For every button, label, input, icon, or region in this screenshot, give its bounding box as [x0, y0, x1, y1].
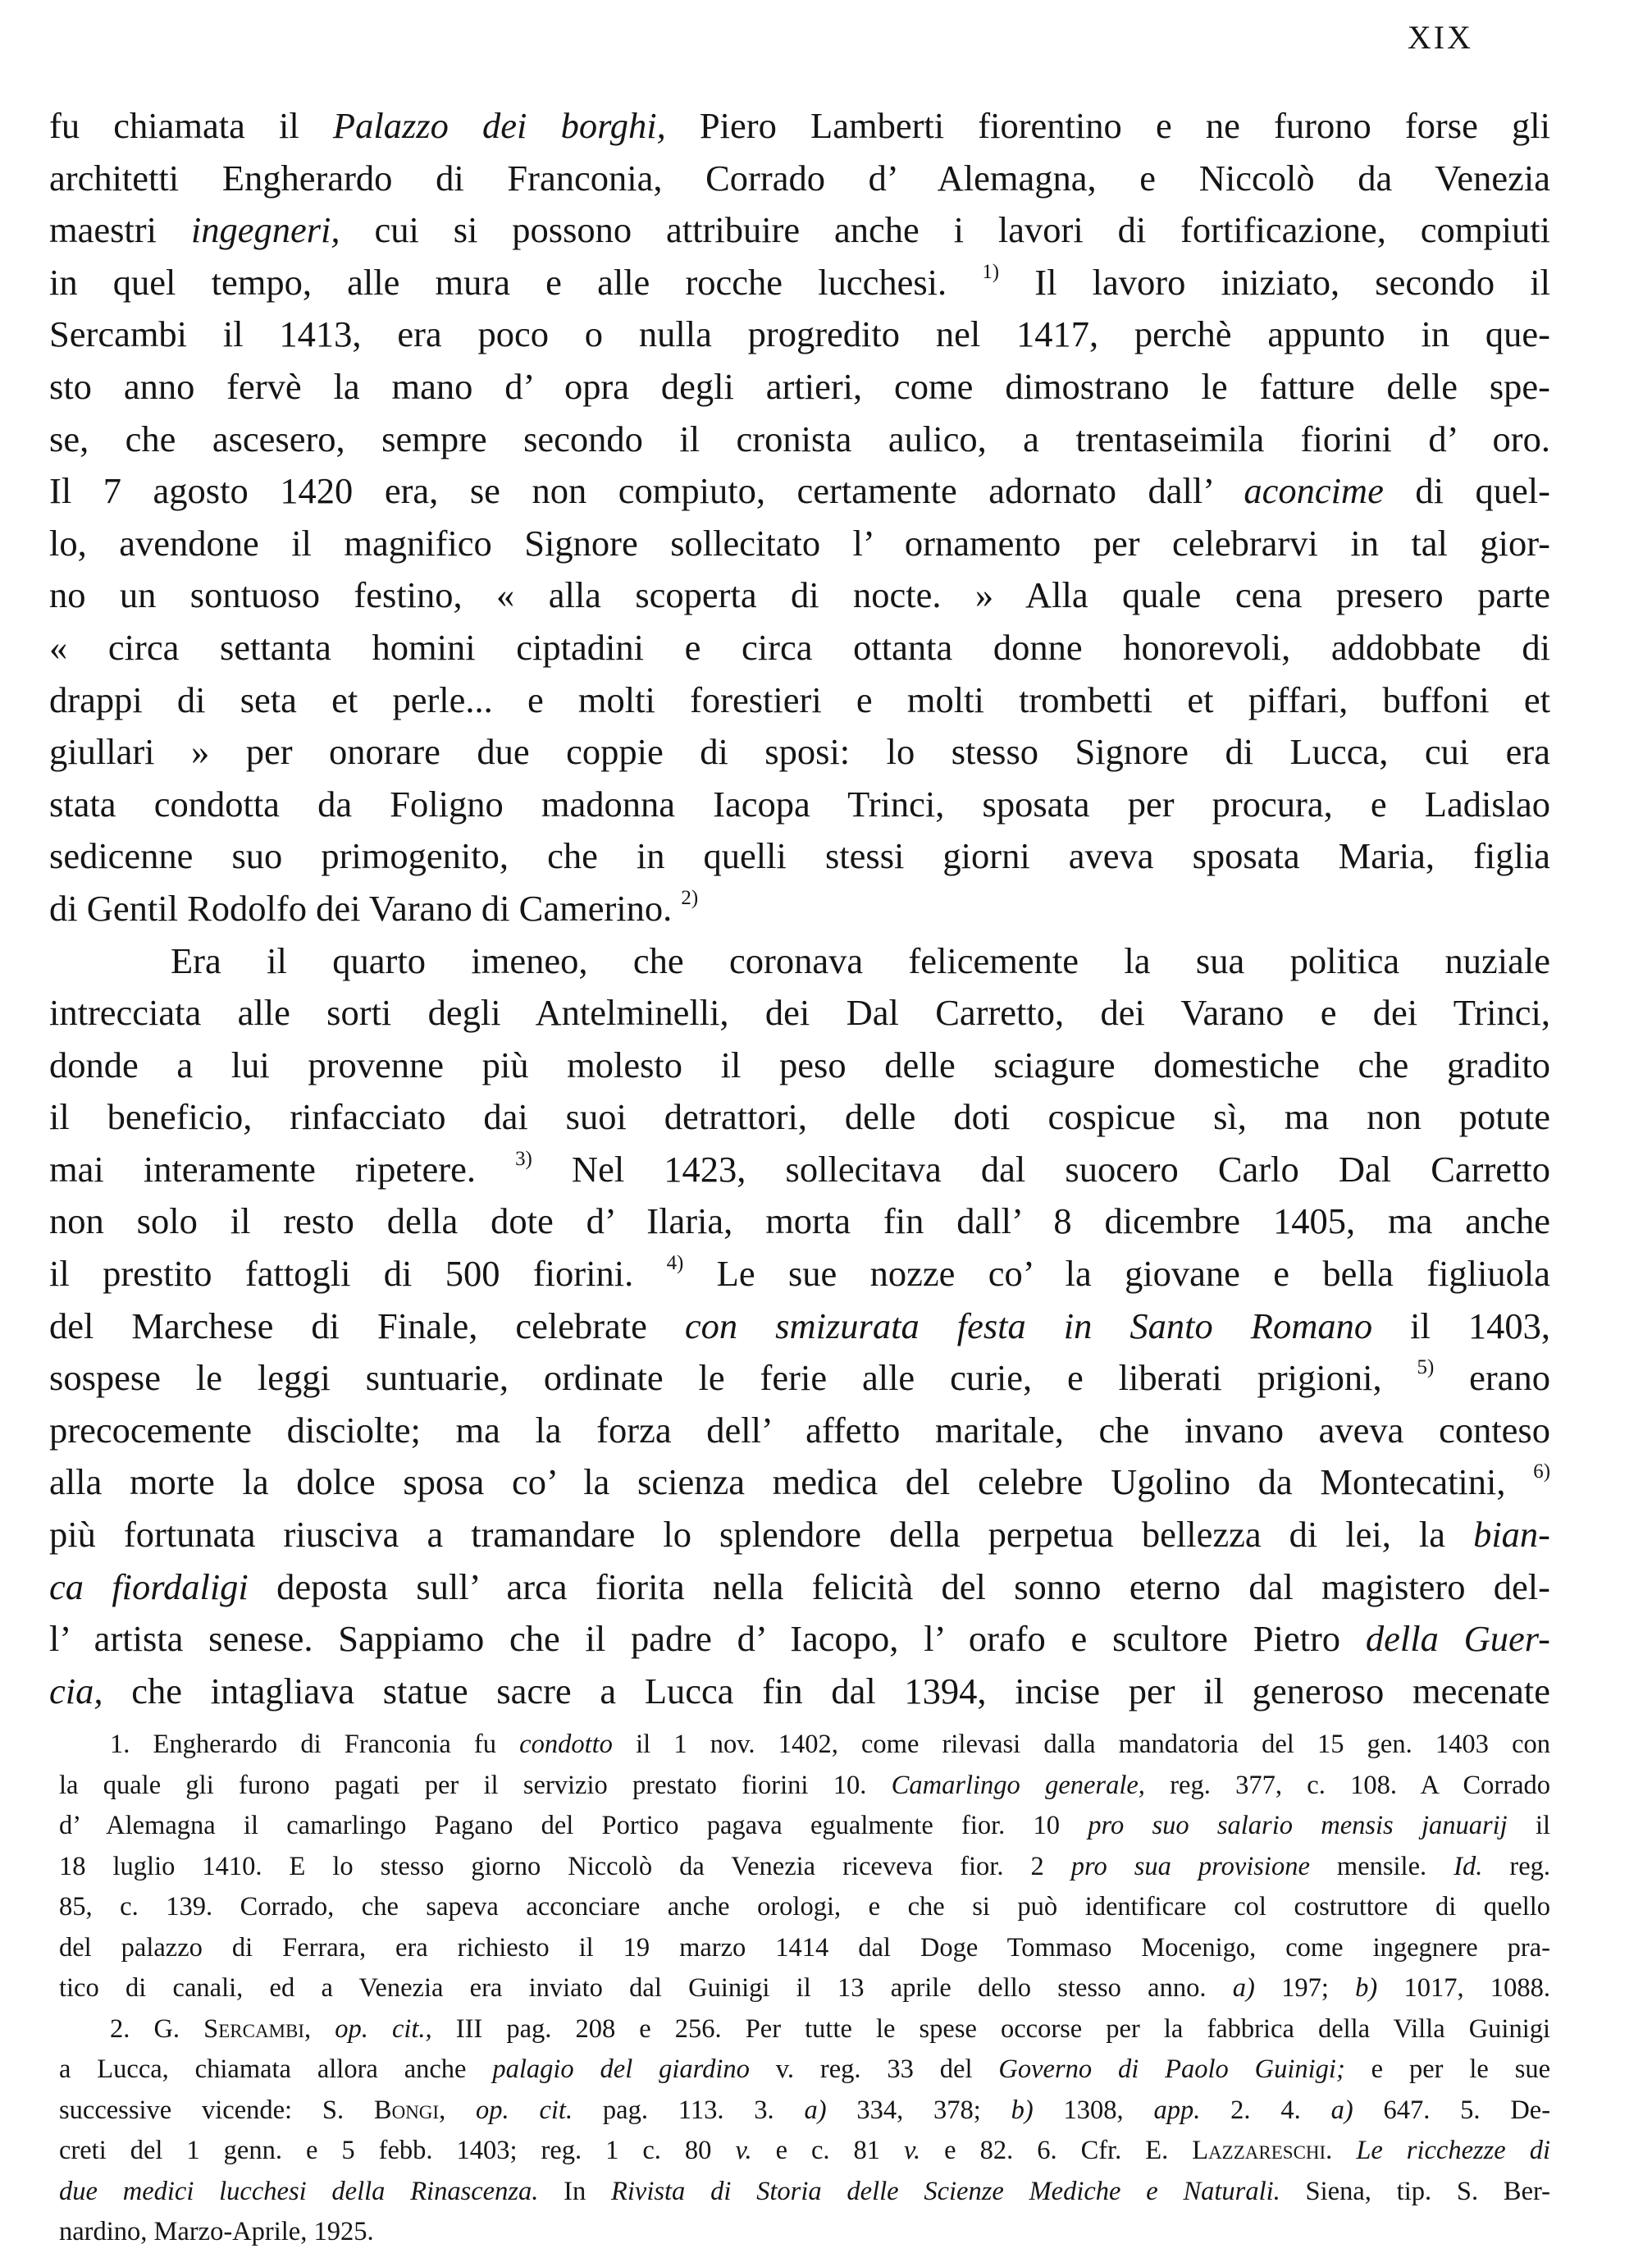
text-line: giullari » per onorare due coppie di sposi: lo stesso Signore di Lucca, cui era [49, 731, 1550, 773]
text-line: sospese le leggi suntuarie, ordinate le ferie alle curie, e liberati prigioni, $^{5)}$ erano [49, 1356, 1550, 1399]
italic-text: condotto [519, 1730, 613, 1759]
footnote-line: successive vicende: S. Bongi, op. cit. pag. 113. 3. a) 334, 378; b) 1308, app. 2. 4. a) 647. 5. De- [59, 2095, 1551, 2125]
footnote-ref: 3) [515, 1147, 532, 1170]
text-line: donde a lui provenne più molesto il peso delle sciagure domestiche che gradito [49, 1044, 1550, 1085]
italic-text: aconcime [1244, 470, 1384, 512]
italic-text: a) [804, 2095, 827, 2125]
footnote-line: creti del 1 genn. e 5 febb. 1403; reg. 1 c. 80 v. e c. 81 v. e 82. 6. Cfr. E. Lazzareschi. Le ricchezze di [59, 2136, 1551, 2165]
text-line: precocemente disciolte; ma la forza dell’ affetto maritale, che invano aveva conteso [49, 1409, 1550, 1451]
text-line: più fortunata riusciva a tramandare lo splendore della perpetua bellezza di lei, la bian- [49, 1514, 1550, 1556]
text-line: il beneficio, rinfacciato dai suoi detrattori, delle doti cospicue sì, ma non potute [49, 1096, 1550, 1138]
italic-text: Id. [1453, 1851, 1483, 1881]
text-line: stata condotta da Foligno madonna Iacopa Trinci, sposata per procura, e Ladislao [49, 783, 1550, 825]
italic-text: palagio del giardino [492, 2054, 750, 2084]
italic-text: a) [1330, 2095, 1353, 2125]
italic-text: b) [1355, 1973, 1378, 2003]
italic-text: pro suo salario mensis januarij [1088, 1811, 1508, 1840]
text-line: intrecciata alle sorti degli Antelminelli, dei Dal Carretto, dei Varano e dei Trinci, [49, 992, 1550, 1034]
main-text [49, 100, 1550, 1717]
text-line: alla morte la dolce sposa co’ la scienza medica del celebre Ugolino da Montecatini, $^{6)}$ [49, 1460, 1550, 1503]
italic-text: op. cit., [335, 2013, 432, 2044]
author-name: Sercambi, [203, 2013, 312, 2044]
footnote-line: a Lucca, chiamata allora anche palagio del giardino v. reg. 33 del Governo di Paolo Guinigi; e per le sue [59, 2054, 1551, 2084]
footnote-ref: 4) [666, 1252, 684, 1275]
text-line: no un sontuoso festino, « alla scoperta di nocte. » Alla quale cena presero parte [49, 574, 1550, 616]
italic-text: ca fiordaligi [49, 1565, 249, 1607]
text-line: architetti Engherardo di Franconia, Corrado d’ Alemagna, e Niccolò da Venezia [49, 157, 1550, 199]
footnote-ref: 6) [1533, 1460, 1550, 1483]
text-line: Il 7 agosto 1420 era, se non compiuto, certamente adornato dall’ aconcime di quel- [49, 470, 1550, 512]
italic-text: Le ricchezze di [1356, 2136, 1551, 2165]
italic-text: pro sua provisione [1070, 1851, 1310, 1881]
text-line: del Marchese di Finale, celebrate con smizurata festa in Santo Romano il 1403, [49, 1305, 1550, 1346]
text-line: sto anno fervè la mano d’ opra degli artieri, come dimostrano le fatture delle spe- [49, 365, 1550, 407]
text-line: drappi di seta et perle... e molti forestieri e molti trombetti et piffari, buffoni et [49, 679, 1550, 720]
italic-text: Rivista di Storia delle Scienze Mediche e Naturali. [611, 2176, 1280, 2206]
italic-text: v. [735, 2136, 752, 2165]
text-line: il prestito fattogli di 500 fiorini. $^{4)}$ Le sue nozze co’ la giovane e bella figliuola [49, 1252, 1550, 1295]
footnote-line: del palazzo di Ferrara, era richiesto il 19 marzo 1414 dal Doge Tommaso Mocenigo, come ingegnere pra- [59, 1932, 1550, 1963]
italic-text: Governo di Paolo Guinigi; [998, 2054, 1345, 2084]
footnote-line: d’ Alemagna il camarlingo Pagano del Portico pagava egualmente fior. 10 pro suo salario mensis januarij il [59, 1811, 1551, 1840]
italic-text: ingegneri, [190, 209, 340, 251]
text-line: maestri ingegneri, cui si possono attribuire anche i lavori di fortificazione, compiuti [49, 209, 1550, 251]
text-line: cia, che intagliava statue sacre a Lucca fin dal 1394, incise per il generoso mecenate [49, 1670, 1550, 1711]
italic-text: due medici lucchesi della Rinascenza. [59, 2176, 539, 2206]
italic-text: op. cit. [476, 2095, 573, 2125]
text-line: se, che ascesero, sempre secondo il cronista aulico, a trentaseimila fiorini d’ oro. [49, 418, 1550, 459]
footnote-ref: 2) [681, 886, 699, 909]
footnote-line: 85, c. 139. Corrado, che sapeva acconciare anche orologi, e che si può identificare col costruttore di quello [59, 1892, 1550, 1922]
paragraph-start-line: Era il quarto imeneo, che coronava felicemente la sua politica nuziale [171, 939, 1550, 981]
italic-text: app. [1153, 2095, 1201, 2125]
italic-text: bian- [1473, 1514, 1550, 1556]
text-line: in quel tempo, alle mura e alle rocche lucchesi. $^{1)}$ Il lavoro iniziato, secondo il [49, 260, 1550, 303]
text-line: fu chiamata il Palazzo dei borghi, Piero Lamberti fiorentino e ne furono forse gli [49, 105, 1550, 146]
text-line: Sercambi il 1413, era poco o nulla progredito nel 1417, perchè appunto in que- [49, 313, 1550, 355]
italic-text: v. [904, 2136, 921, 2165]
footnote-ref: 5) [1417, 1356, 1435, 1379]
text-line: l’ artista senese. Sappiamo che il padre d’ Iacopo, l’ orafo e scultore Pietro della Guer- [49, 1618, 1550, 1660]
italic-text: Camarlingo generale, [891, 1770, 1145, 1800]
text-line: sedicenne suo primogenito, che in quelli stessi giorni aveva sposata Maria, figlia [49, 835, 1550, 877]
footnote-line: due medici lucchesi della Rinascenza. In Rivista di Storia delle Scienze Mediche e Naturali. Siena, tip. S. Ber- [59, 2176, 1550, 2206]
footnotes [59, 1725, 1550, 2253]
text-line: di Gentil Rodolfo dei Varano di Camerino. $^{2)}$ [49, 886, 699, 929]
footnote-line: 1. Engherardo di Franconia fu condotto il 1 nov. 1402, come rilevasi dalla mandatoria del 15 gen. 1403 con [110, 1730, 1550, 1759]
footnote-line: 18 luglio 1410. E lo stesso giorno Niccolò da Venezia riceveva fior. 2 pro sua provisione mensile. Id. reg. [59, 1851, 1551, 1881]
footnote-line: tico di canali, ed a Venezia era inviato dal Guinigi il 13 aprile dello stesso anno. a) 197; b) 1017, 1088. [59, 1973, 1550, 2003]
italic-text: con smizurata festa in Santo Romano [684, 1305, 1373, 1346]
italic-text: della Guer- [1365, 1618, 1550, 1660]
text-line: non solo il resto della dote d’ Ilaria, morta fin dall’ 8 dicembre 1405, ma anche [49, 1200, 1550, 1242]
page-number: XIX [1407, 19, 1473, 56]
footnote-line: 2. G. Sercambi, op. cit., III pag. 208 e 256. Per tutte le spese occorse per la fabbrica della Villa Guinigi [110, 2013, 1551, 2044]
italic-text: Palazzo dei borghi, [332, 105, 666, 146]
text-line: mai interamente ripetere. $^{3)}$ Nel 1423, sollecitava dal suocero Carlo Dal Carretto [49, 1147, 1551, 1190]
text-line: « circa settanta homini ciptadini e circa ottanta donne honorevoli, addobbate di [49, 626, 1550, 668]
footnote-ref: 1) [982, 260, 1000, 283]
author-name: Lazzareschi. [1192, 2136, 1333, 2165]
italic-text: cia, [49, 1670, 103, 1711]
author-name: Bongi, [373, 2095, 446, 2125]
footnote-line: la quale gli furono pagati per il servizio prestato fiorini 10. Camarlingo generale, reg. 377, c. 108. A Corrado [59, 1770, 1551, 1800]
text-line: ca fiordaligi deposta sull’ arca fiorita nella felicità del sonno eterno dal magistero del- [49, 1565, 1550, 1607]
italic-text: b) [1011, 2095, 1034, 2125]
text-line: lo, avendone il magnifico Signore sollecitato l’ ornamento per celebrarvi in tal gior- [49, 522, 1550, 564]
footnote-line: nardino, Marzo-Aprile, 1925. [59, 2217, 374, 2246]
italic-text: a) [1232, 1973, 1255, 2003]
